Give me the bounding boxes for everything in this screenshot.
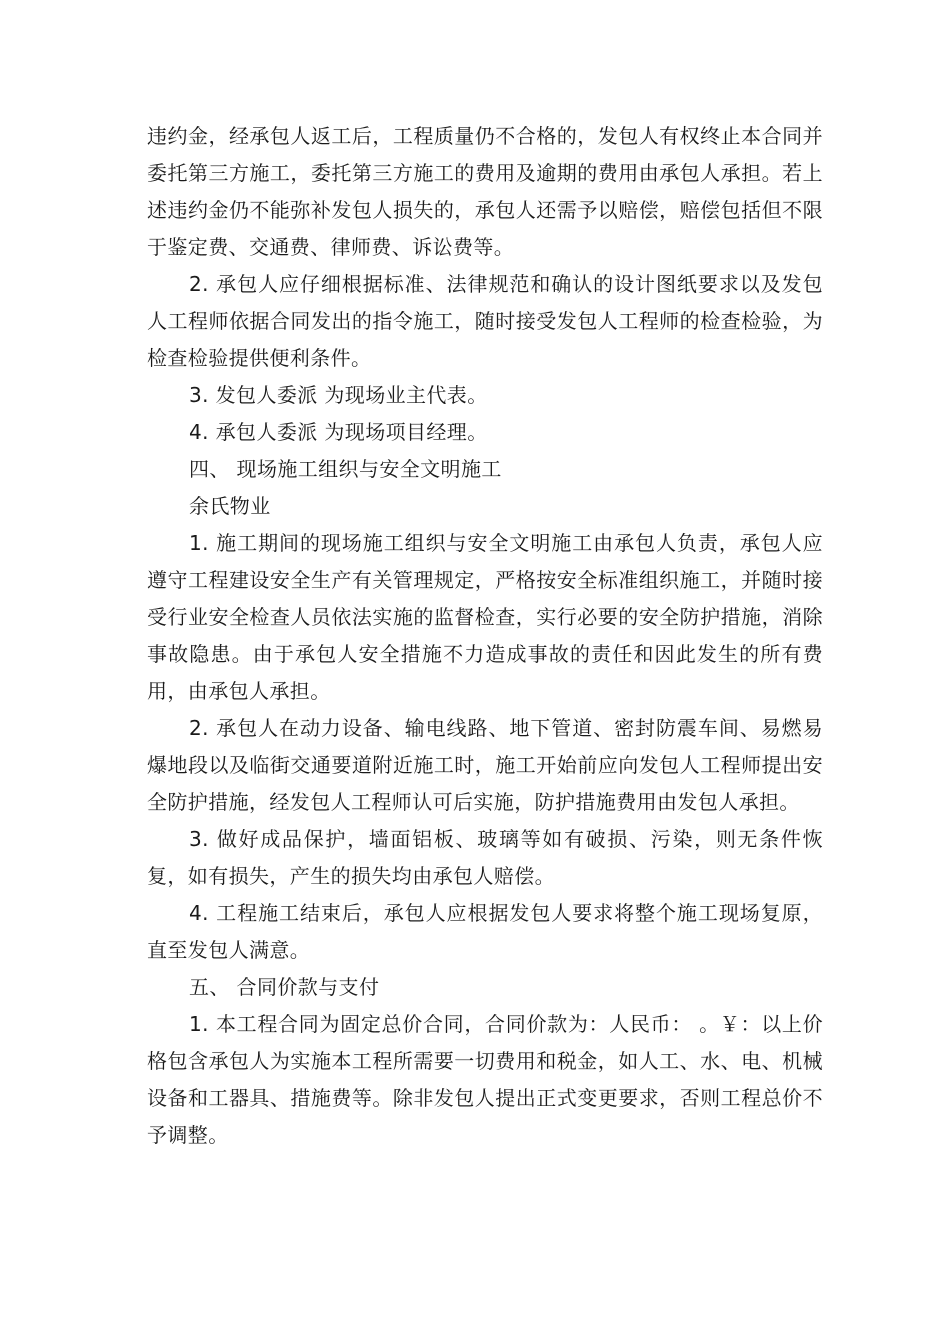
paragraph-clause-4-project-manager: 4. 承包人委派 为现场项目经理。 [189, 420, 488, 444]
section-heading-4: 四、 现场施工组织与安全文明施工 [189, 457, 502, 481]
paragraph-clause-2-protection: 2. 承包人在动力设备、输电线路、地下管道、密封防震车间、易燃易爆地段以及临街交通要道附近施工时，施工开始前应向发包人工程师提出安全防护措施，经发包人工程师认可后实施，防护措施费用由发包人承担。 [147, 716, 823, 814]
paragraph-clause-1-safety: 1. 施工期间的现场施工组织与安全文明施工由承包人负责，承包人应遵守工程建设安全生产有关管理规定，严格按安全标准组织施工，并随时接受行业安全检查人员依法实施的监督检查，实行必要的安全防护措施，消除事故隐患。由于承包人安全措施不力造成事故的责任和因此发生的所有费用，由承包人承担。 [147, 531, 823, 703]
paragraph-clause-3-owner-rep: 3. 发包人委派 为现场业主代表。 [189, 383, 488, 407]
paragraph-clause-1-price: 1. 本工程合同为固定总价合同，合同价款为：人民币： 。￥：以上价格包含承包人为实施本工程所需要一切费用和税金，如人工、水、电、机械设备和工器具、措施费等。除非发包人提出正式变更要求，否则工程总价不予调整。 [147, 1012, 823, 1147]
paragraph-continuation: 违约金，经承包人返工后，工程质量仍不合格的，发包人有权终止本合同并委托第三方施工，委托第三方施工的费用及逾期的费用由承包人承担。若上述违约金仍不能弥补发包人损失的，承包人还需予以赔偿，赔偿包括但不限于鉴定费、交通费、律师费、诉讼费等。 [147, 124, 823, 259]
section-heading-5: 五、 合同价款与支付 [189, 975, 380, 999]
paragraph-clause-2-design: 2. 承包人应仔细根据标准、法律规范和确认的设计图纸要求以及发包人工程师依据合同发出的指令施工，随时接受发包人工程师的检查检验，为检查检验提供便利条件。 [147, 272, 823, 370]
document-body [147, 118, 823, 1154]
paragraph-clause-4-restoration: 4. 工程施工结束后，承包人应根据发包人要求将整个施工现场复原，直至发包人满意。 [147, 901, 823, 962]
paragraph-clause-3-product-protection: 3. 做好成品保护，墙面铝板、玻璃等如有破损、污染，则无条件恢复，如有损失，产生的损失均由承包人赔偿。 [147, 827, 823, 888]
paragraph-company-name: 余氏物业 [189, 494, 271, 518]
